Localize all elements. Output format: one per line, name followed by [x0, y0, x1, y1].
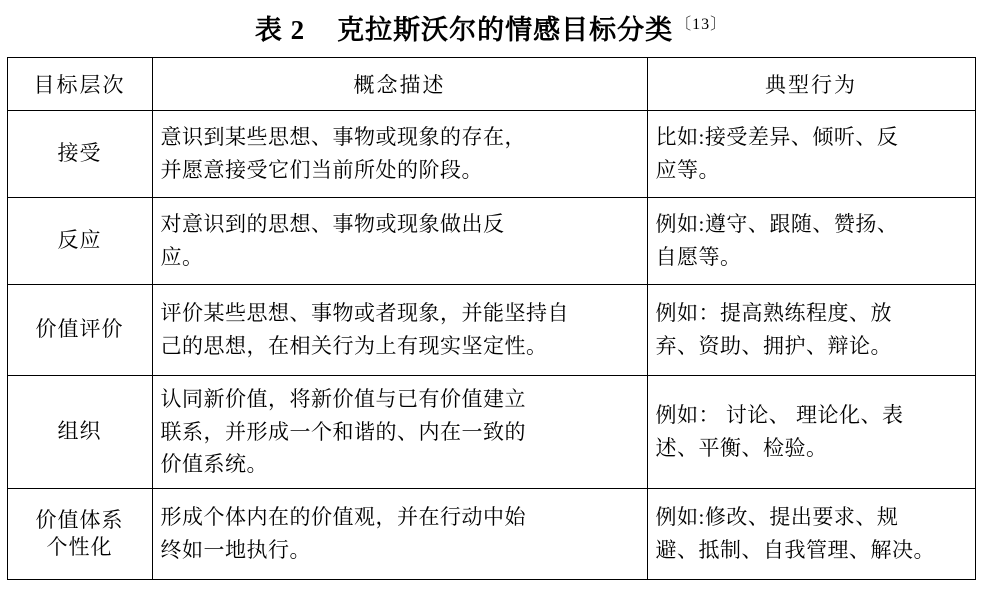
behavior-line: 比如:接受差异、倾听、反	[655, 125, 899, 150]
cell-description	[152, 285, 647, 376]
cell-level	[7, 111, 152, 198]
behavior-line: 例如:遵守、跟随、赞扬、	[655, 212, 899, 237]
cell-level	[7, 376, 152, 489]
level-line: 接受	[57, 141, 102, 166]
description-line: 形成个体内在的价值观，并在行动中始	[160, 505, 526, 530]
cell-behavior	[647, 111, 975, 198]
header-cell-description: 概念描述	[152, 58, 647, 111]
level-line: 组织	[57, 419, 102, 444]
table-header-row	[7, 58, 975, 111]
cell-behavior	[647, 285, 975, 376]
cell-behavior	[647, 489, 975, 580]
table-row	[7, 489, 975, 580]
cell-description	[152, 198, 647, 285]
caption-label: 表 2	[254, 15, 306, 45]
cell-behavior	[647, 198, 975, 285]
level-line: 个性化	[46, 535, 113, 559]
table-row	[7, 376, 975, 489]
table-row	[7, 285, 975, 376]
level-line: 价值体系	[35, 507, 124, 532]
behavior-line: 避、抵制、自我管理、解决。	[655, 538, 935, 562]
description-line: 对意识到的思想、事物或现象做出反	[160, 212, 505, 237]
level-line: 价值评价	[35, 317, 124, 342]
description-line: 己的思想，在相关行为上有现实坚定性。	[160, 334, 548, 358]
table-body	[7, 111, 975, 580]
behavior-line: 应等。	[655, 158, 720, 182]
description-line: 意识到某些思想、事物或现象的存在，	[160, 125, 526, 150]
table-row	[7, 111, 975, 198]
table-row	[7, 198, 975, 285]
behavior-line: 例如： 讨论、 理论化、表	[655, 403, 904, 428]
cell-description	[152, 111, 647, 198]
caption-title: 克拉斯沃尔的情感目标分类	[337, 15, 674, 45]
cell-level	[7, 198, 152, 285]
header-cell-level: 目标层次	[7, 58, 152, 111]
behavior-line: 例如：提高熟练程度、放	[655, 301, 892, 326]
cell-description	[152, 376, 647, 489]
description-line: 应。	[160, 245, 204, 269]
cell-description	[152, 489, 647, 580]
behavior-line: 例如:修改、提出要求、规	[655, 505, 899, 530]
cell-level	[7, 285, 152, 376]
behavior-line: 弃、资助、拥护、辩论。	[655, 334, 892, 358]
cell-level	[7, 489, 152, 580]
description-line: 并愿意接受它们当前所处的阶段。	[160, 158, 483, 182]
level-line: 反应	[57, 228, 102, 253]
description-line: 价值系统。	[160, 452, 268, 477]
description-line: 联系，并形成一个和谐的、内在一致的	[160, 419, 526, 444]
table-caption	[0, 0, 982, 57]
behavior-line: 述、平衡、检验。	[655, 436, 828, 460]
header-cell-behavior: 典型行为	[647, 58, 975, 111]
description-line: 评价某些思想、事物或者现象，并能坚持自	[160, 301, 569, 326]
affective-objectives-table	[7, 57, 976, 580]
cell-behavior	[647, 376, 975, 489]
behavior-line: 自愿等。	[655, 245, 742, 269]
table-header	[7, 58, 975, 111]
caption-reference: 〔13〕	[675, 16, 728, 33]
description-line: 终如一地执行。	[160, 538, 311, 562]
description-line: 认同新价值，将新价值与已有价值建立	[160, 387, 526, 412]
